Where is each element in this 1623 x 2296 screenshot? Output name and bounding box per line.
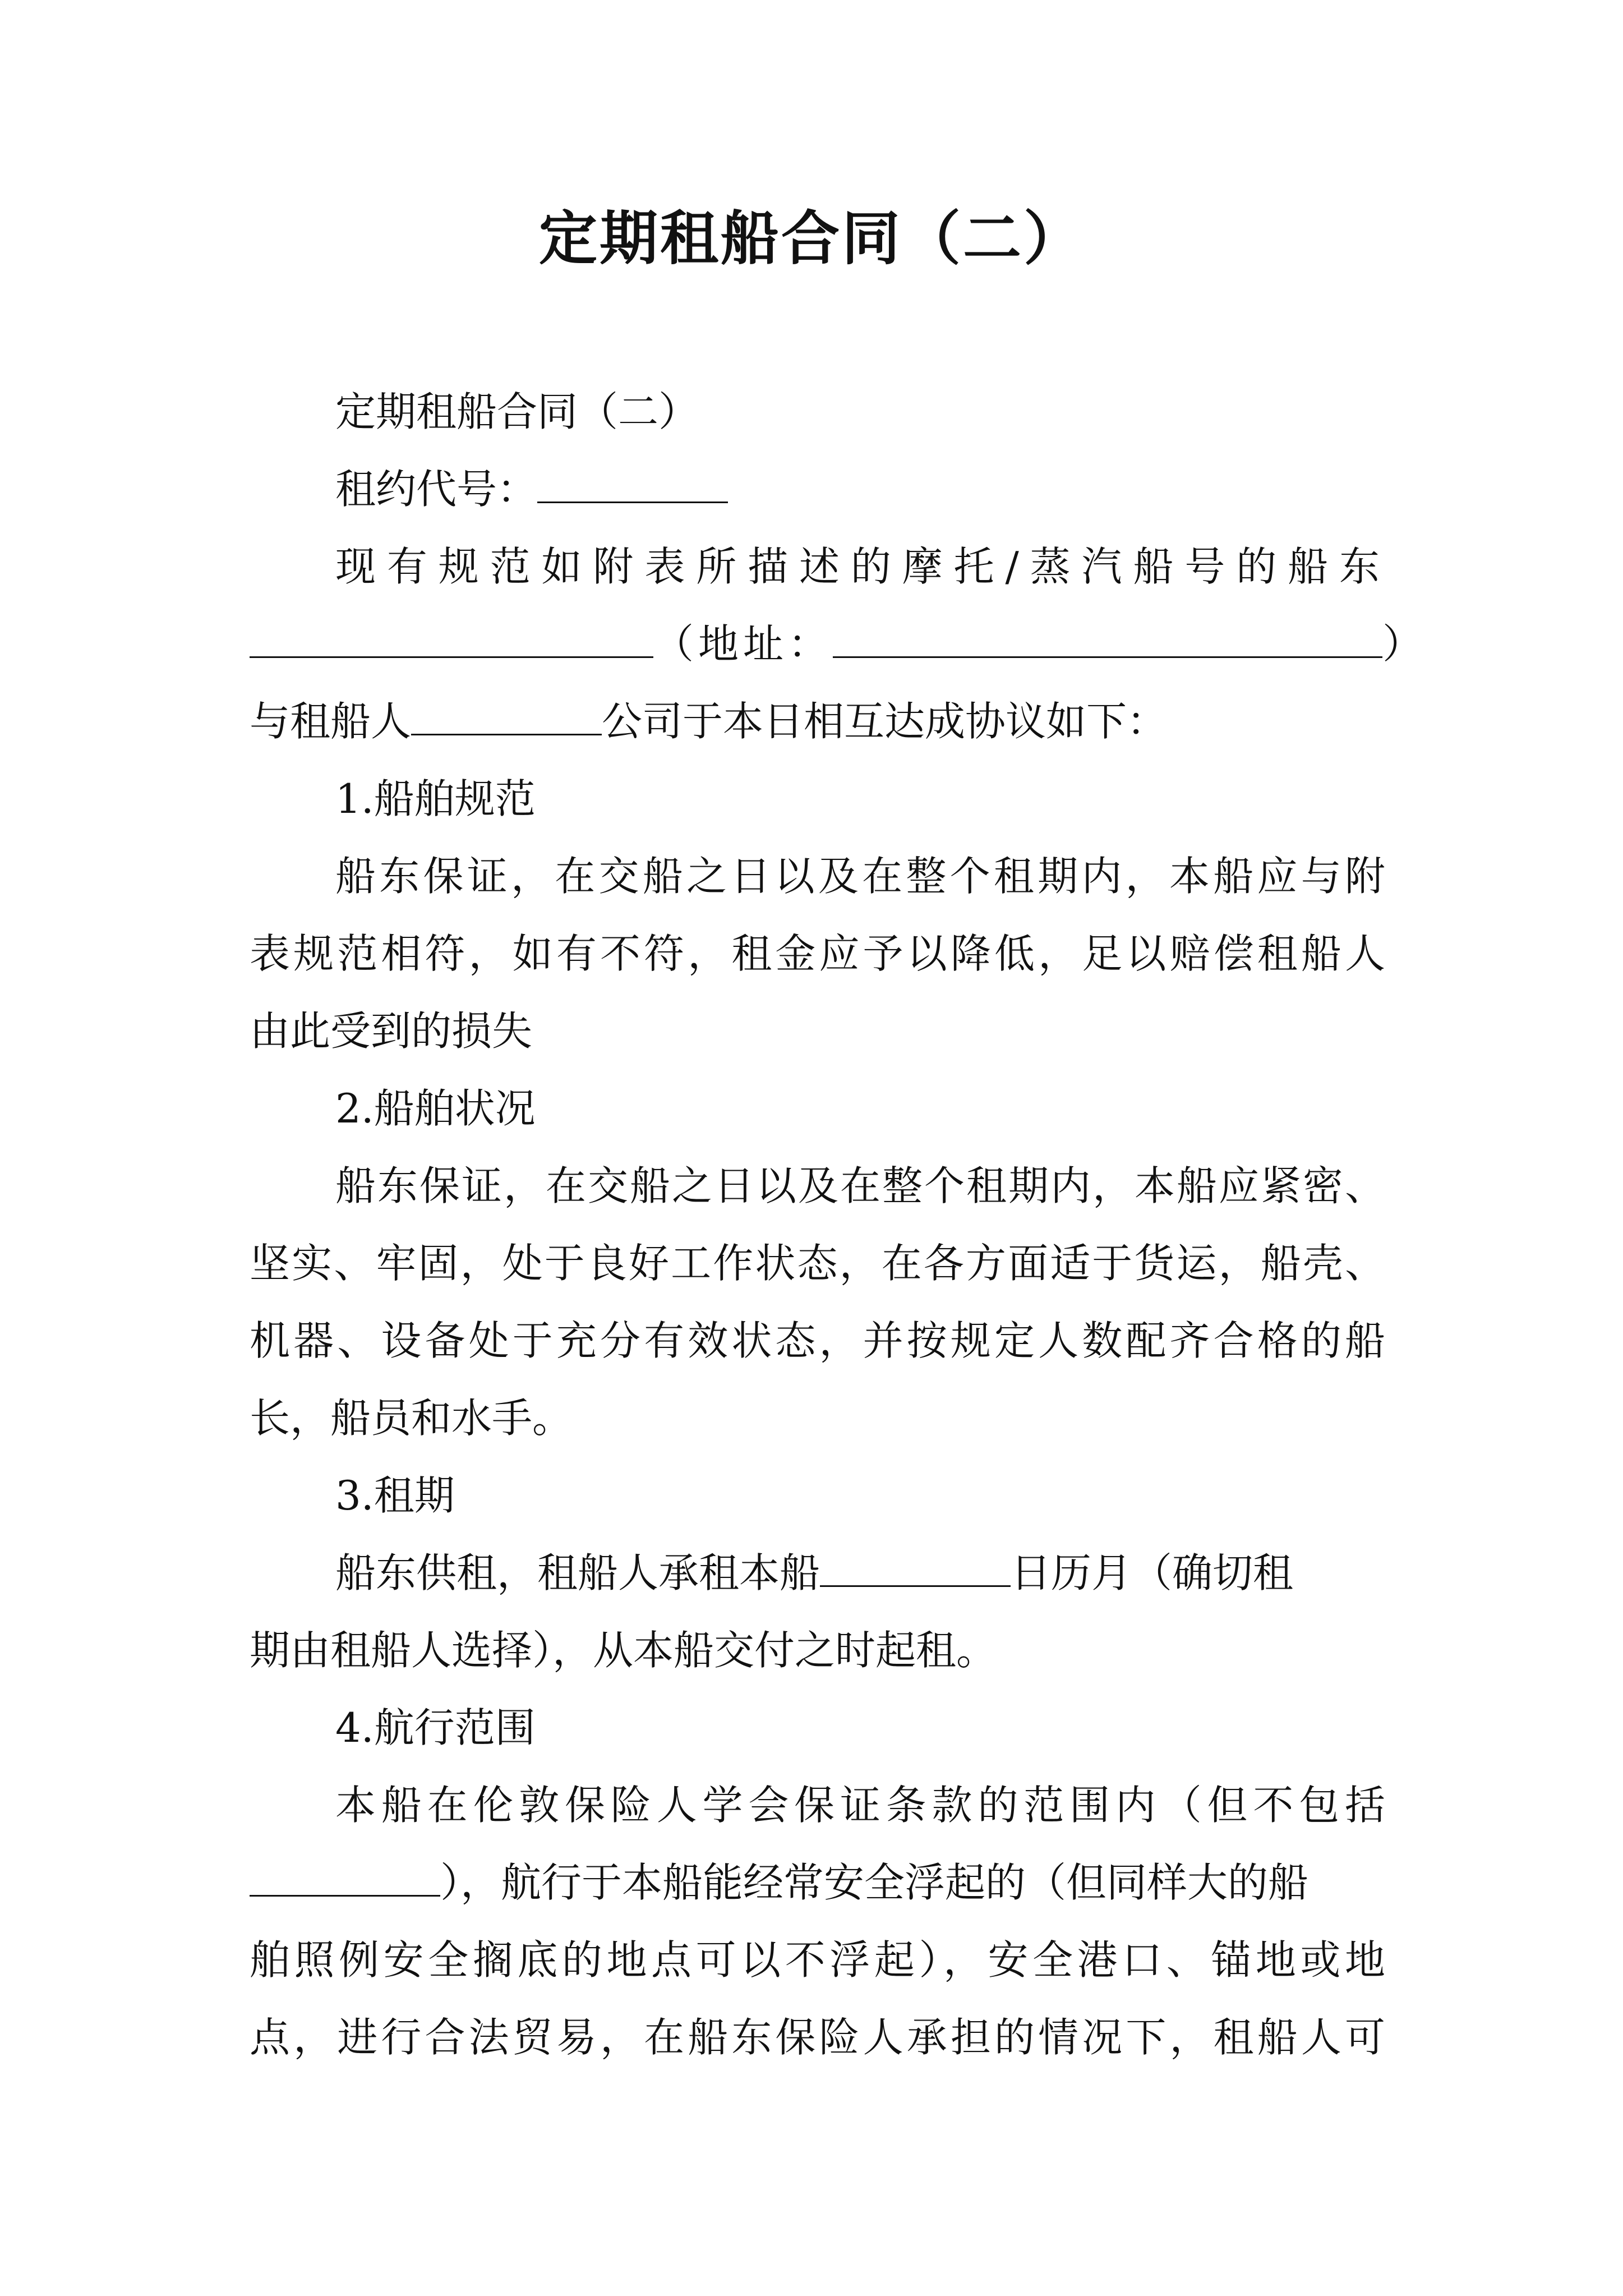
- charter-period-text-a: 船东供租，租船人承租本船: [335, 1549, 820, 1596]
- charter-period-text-b: 日历月（确切租: [1011, 1549, 1294, 1596]
- text-line-17: 期由租船人选择），从本船交付之时起租。: [250, 1627, 997, 1674]
- text-line-21: 舶照例安全搁底的地点可以不浮起），安全港口、锚地或地: [250, 1936, 1385, 1984]
- exclusion-blank: [250, 1856, 440, 1897]
- subtitle-line: [250, 381, 1385, 443]
- text-line-13: 机器、设备处于充分有效状态，并按规定人数配齐合格的船: [250, 1317, 1385, 1364]
- owner-address-line: [250, 613, 1423, 675]
- section-heading-3: 3.租期: [335, 1472, 455, 1519]
- text-line-7: 船东保证，在交船之日以及在整个租期内，本船应与附: [335, 853, 1385, 900]
- text-line-9: 由此受到的损失: [250, 1007, 533, 1055]
- text-line-12: 坚实、牢固，处于良好工作状态，在各方面适于货运，船壳、: [250, 1240, 1385, 1287]
- charterer-blank: [411, 694, 602, 735]
- address-blank: [833, 617, 1382, 658]
- page-title: 定期租船合同（二）: [538, 204, 1084, 273]
- charter-code-line: [250, 458, 1385, 520]
- charterer-line: [250, 691, 1385, 752]
- exclusion-line: [250, 1852, 1385, 1913]
- charter-period-blank: [820, 1546, 1011, 1587]
- charterer-text: 公司于本日相互达成协议如下：: [602, 698, 1168, 745]
- charter-code-blank: [537, 462, 728, 503]
- text-line-11: 船东保证，在交船之日以及在整个租期内，本船应紧密、: [335, 1162, 1385, 1209]
- text-line-22: 点，进行合法贸易，在船东保险人承担的情况下，租船人可: [250, 2014, 1385, 2061]
- text-line-3: 现有规范如附表所描述的摩托/蒸汽船号的船东: [335, 543, 1385, 590]
- text-line-8: 表规范相符，如有不符，租金应予以降低，足以赔偿租船人: [250, 930, 1385, 977]
- section-heading-4: 4.航行范围: [335, 1704, 536, 1751]
- address-label: （地址：: [653, 620, 833, 668]
- exclusion-text: ），航行于本船能经常安全浮起的（但同样大的船: [440, 1859, 1309, 1906]
- charter-code-label: 租约代号：: [335, 466, 538, 513]
- subtitle-text: 定期租船合同（二）: [335, 388, 699, 435]
- charter-period-line: [250, 1542, 1385, 1604]
- charterer-label: 与租船人: [250, 698, 412, 745]
- section-heading-1: 1.船舶规范: [335, 775, 536, 822]
- section-heading-2: 2.船舶状况: [335, 1085, 536, 1132]
- address-close: ）: [1382, 620, 1423, 668]
- text-line-14: 长，船员和水手。: [250, 1395, 573, 1442]
- text-line-19: 本船在伦敦保险人学会保证条款的范围内（但不包括: [335, 1782, 1385, 1829]
- owner-name-blank: [250, 617, 653, 658]
